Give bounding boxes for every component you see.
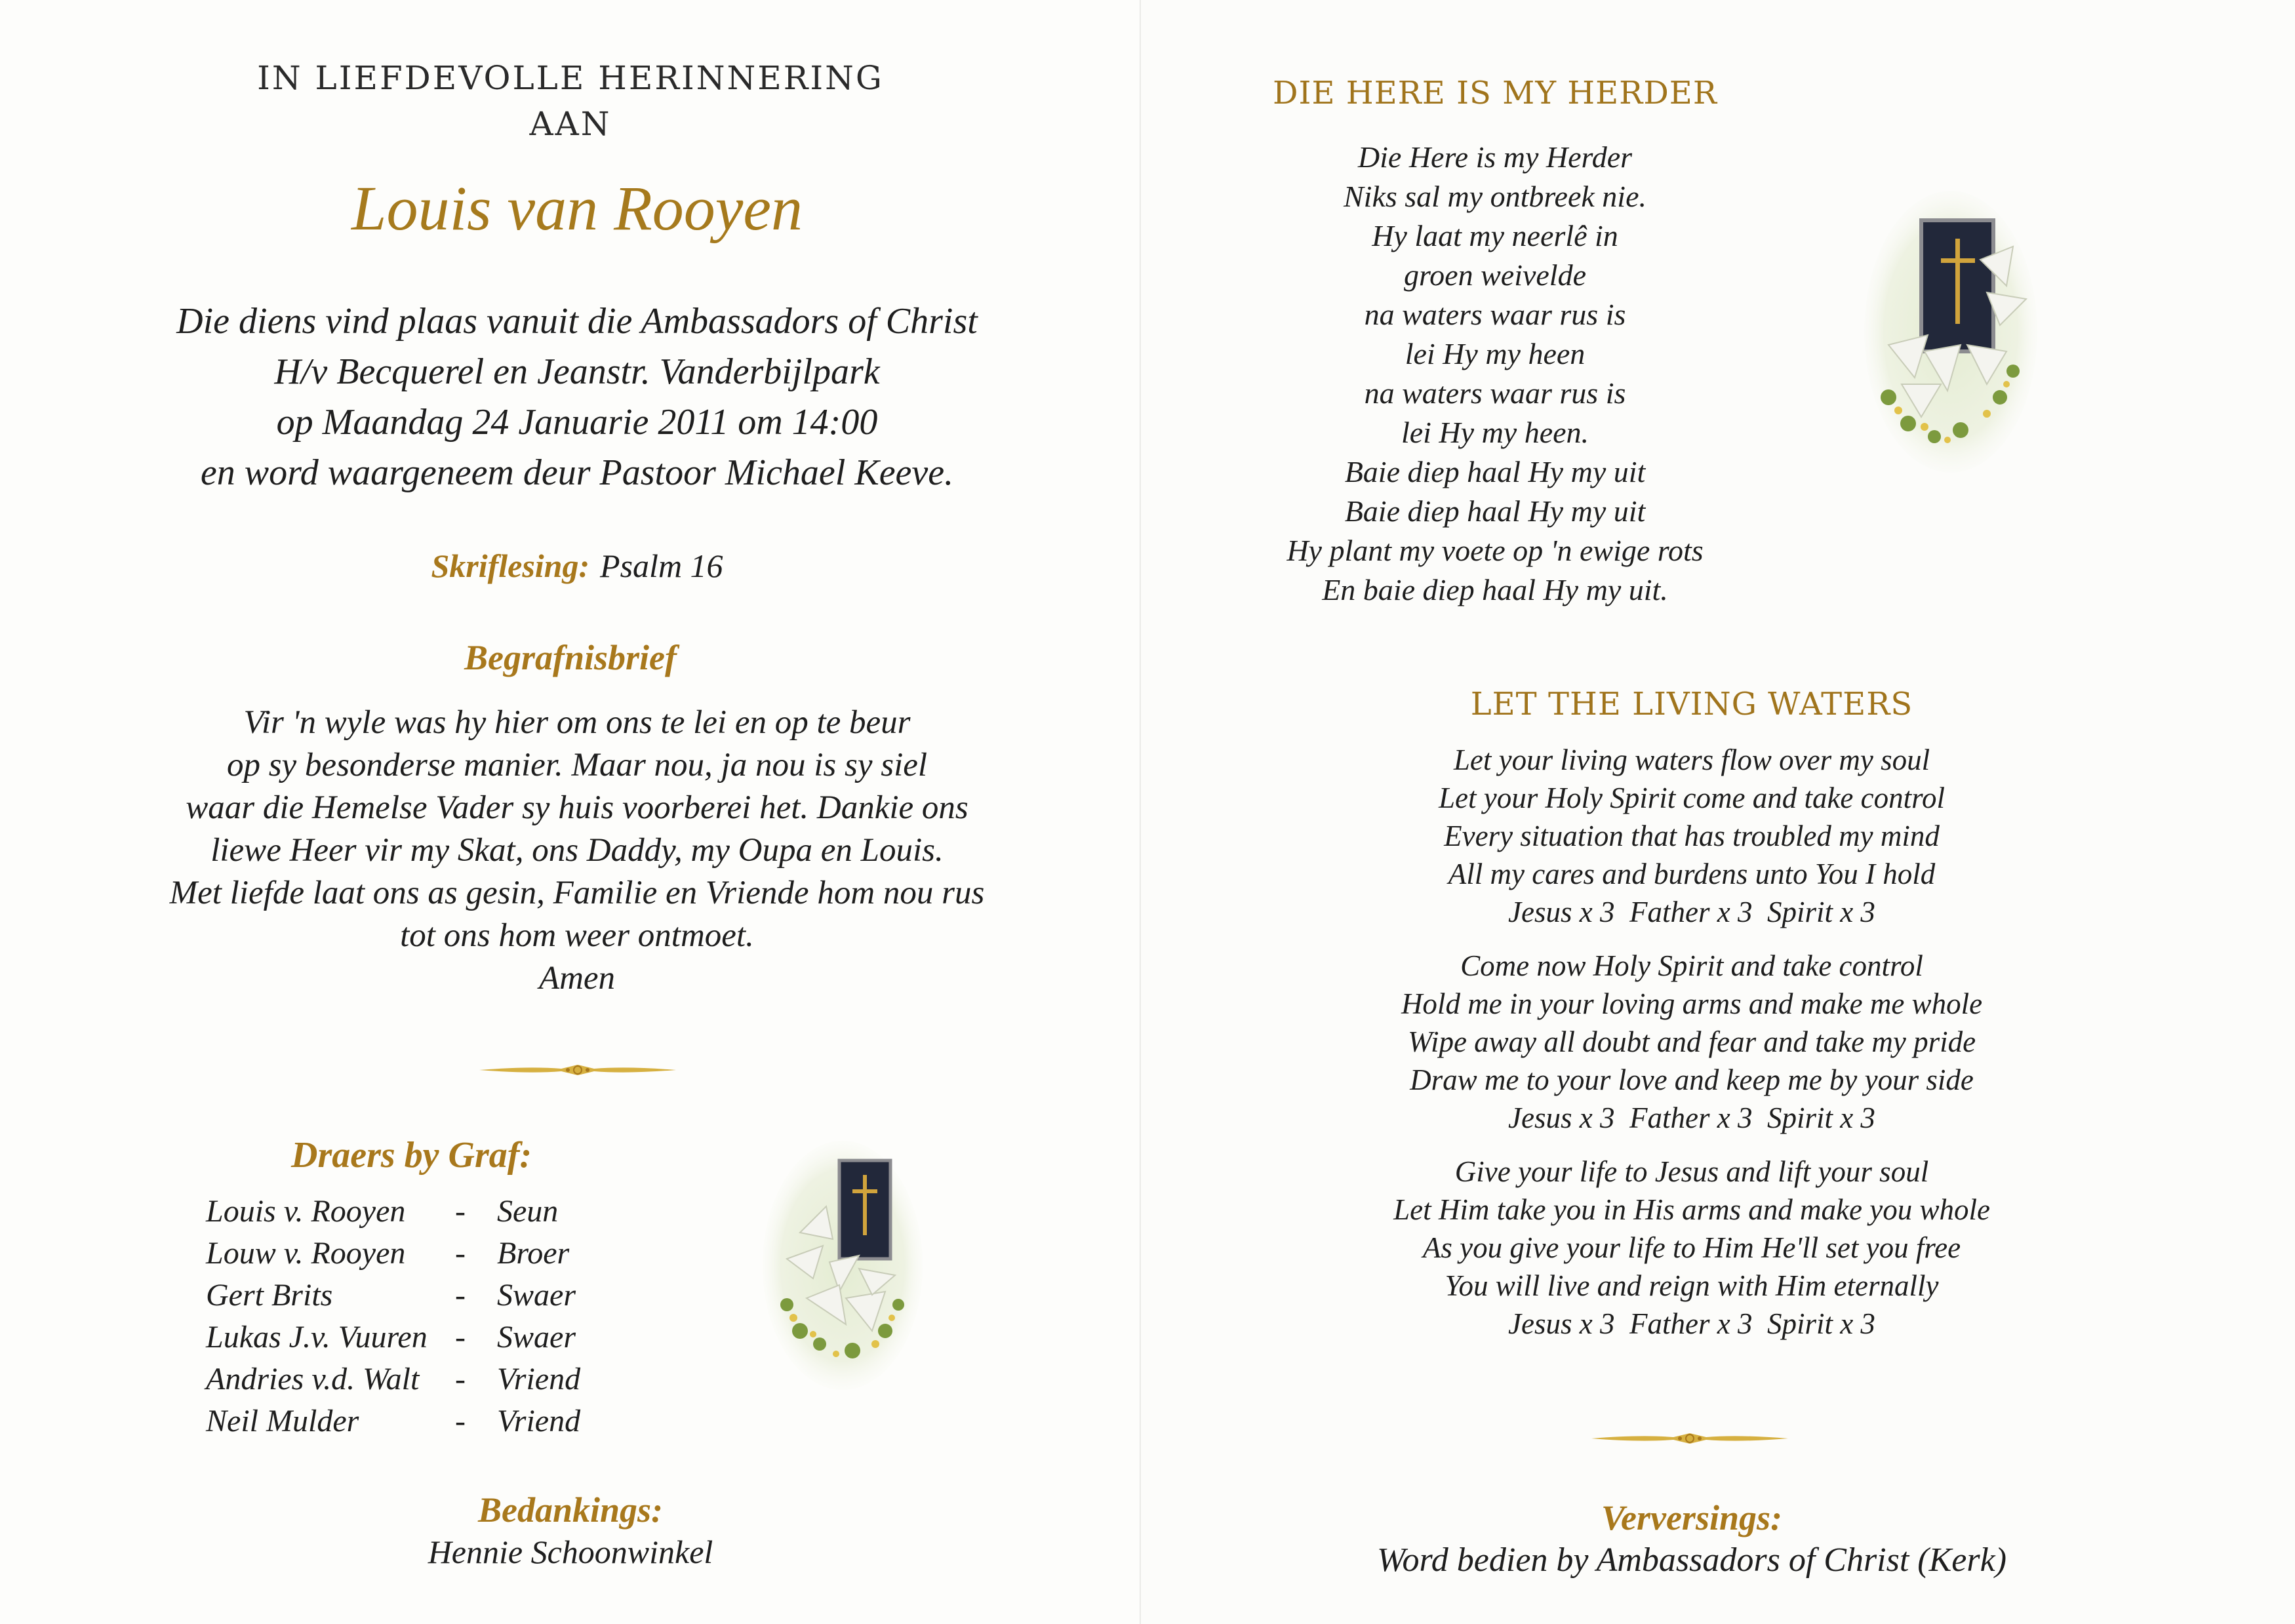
thanks-name: Hennie Schoonwinkel (428, 1534, 713, 1570)
left-page (0, 0, 1141, 1624)
psalm-line: na waters waar rus is (1364, 376, 1626, 410)
psalm-line: groen weivelde (1403, 258, 1587, 292)
bearer-dash: - (455, 1194, 466, 1229)
letter-line: Amen (538, 960, 616, 997)
scripture-reading (0, 547, 1154, 585)
bearer-name: Gert Brits (206, 1278, 333, 1313)
heading-line-1: IN LIEFDEVOLLE HERINNERING (257, 59, 884, 97)
psalm-title: DIE HERE IS MY HERDER (1273, 75, 1717, 111)
bearer-name: Lukas J.v. Vuuren (206, 1320, 428, 1355)
lyric-line: Wipe away all doubt and fear and take my pride (1407, 1025, 1976, 1058)
gold-ornament-divider (476, 1058, 679, 1082)
bearer-role: Swaer (497, 1278, 576, 1313)
bearer-dash: - (455, 1278, 466, 1313)
lyric-line: Jesus x 3 Father x 3 Spirit x 3 (1508, 1307, 1875, 1340)
bearer-name: Louw v. Rooyen (206, 1236, 406, 1271)
psalm-line: Die Here is my Herder (1357, 140, 1633, 174)
bearer-dash: - (455, 1404, 466, 1438)
lyric-line: Let your living waters flow over my soul (1453, 743, 1930, 776)
letter-line: tot ons hom weer ontmoet. (400, 917, 754, 954)
bearer-role: Vriend (497, 1404, 581, 1438)
memorial-heading (0, 55, 1141, 147)
cross-lily-image (761, 1134, 925, 1390)
bearer-name: Louis v. Rooyen (206, 1194, 406, 1229)
service-line: Die diens vind plaas vanuit die Ambassadors of Christ (176, 301, 978, 342)
service-line: H/v Becquerel en Jeanstr. Vanderbijlpark (274, 351, 880, 392)
letter-title: Begrafnisbrief (464, 638, 677, 677)
bearer-role: Seun (497, 1194, 559, 1229)
song-verse (1364, 741, 2020, 931)
reading-value: Psalm 16 (600, 547, 723, 584)
refresh-title: Verversings: (1601, 1498, 1782, 1537)
lyric-line: All my cares and burdens unto You I hold (1448, 858, 1936, 890)
bearer-dash: - (455, 1320, 466, 1355)
psalm-line: Hy laat my neerlê in (1372, 219, 1618, 252)
psalm-line: En baie diep haal Hy my uit. (1322, 573, 1668, 606)
service-line: en word waargeneem deur Pastoor Michael Keeve. (200, 452, 954, 493)
psalm-text (1141, 138, 1849, 610)
lyric-line: Give your life to Jesus and lift your soul (1454, 1155, 1929, 1188)
letter-line: Met liefde laat ons as gesin, Familie en Vriende hom nou rus (169, 875, 985, 911)
psalm-line: Niks sal my ontbreek nie. (1343, 180, 1647, 213)
service-line: op Maandag 24 Januarie 2011 om 14:00 (276, 402, 878, 443)
funeral-letter (0, 702, 1154, 1000)
song-title: LET THE LIVING WATERS (1470, 686, 1913, 723)
gold-ornament-divider (1588, 1427, 1791, 1450)
bearer-name: Neil Mulder (206, 1404, 359, 1438)
lyric-line: Jesus x 3 Father x 3 Spirit x 3 (1508, 1101, 1875, 1134)
bearer-role: Swaer (497, 1320, 576, 1355)
thanks-title: Bedankings: (477, 1490, 664, 1530)
bearer-role: Broer (497, 1236, 570, 1271)
lyric-line: Come now Holy Spirit and take control (1460, 949, 1923, 982)
letter-line: waar die Hemelse Vader sy huis voorberei het. Dankie ons (186, 789, 968, 826)
song-verse (1364, 947, 2020, 1137)
psalm-line: Baie diep haal Hy my uit (1344, 455, 1646, 488)
psalm-line: Baie diep haal Hy my uit (1344, 494, 1646, 528)
refresh-text: Word bedien by Ambassadors of Christ (Kerk) (1376, 1541, 2007, 1579)
bearers-title: Draers by Graf: (291, 1135, 532, 1176)
song-verse (1364, 1153, 2020, 1343)
song-lyrics (1364, 741, 2020, 1343)
bearer-dash: - (455, 1236, 466, 1271)
letter-line: liewe Heer vir my Skat, ons Daddy, my Oupa en Louis. (210, 832, 944, 869)
lyric-line: As you give your life to Him He'll set you free (1422, 1231, 1961, 1264)
lyric-line: Hold me in your loving arms and make me whole (1401, 987, 1983, 1020)
cross-lily-image (1862, 188, 2039, 476)
bearer-name: Andries v.d. Walt (206, 1362, 420, 1396)
lyric-line: Let your Holy Spirit come and take control (1439, 782, 1945, 814)
lyric-line: Every situation that has troubled my mind (1444, 820, 1940, 852)
deceased-name: Louis van Rooyen (351, 173, 803, 243)
psalm-line: Hy plant my voete op 'n ewige rots (1287, 534, 1704, 567)
bearer-dash: - (455, 1362, 466, 1396)
bearer-role: Vriend (497, 1362, 581, 1396)
lyric-line: Jesus x 3 Father x 3 Spirit x 3 (1508, 896, 1875, 928)
psalm-line: lei Hy my heen. (1401, 416, 1589, 449)
service-details (0, 296, 1154, 498)
lyric-line: You will live and reign with Him eternally (1445, 1269, 1939, 1302)
psalm-line: na waters waar rus is (1364, 298, 1626, 331)
psalm-line: lei Hy my heen (1405, 337, 1586, 370)
letter-line: Vir 'n wyle was hy hier om ons te lei en op te beur (243, 704, 911, 741)
right-page (1141, 0, 2295, 1624)
lyric-line: Draw me to your love and keep me by your side (1410, 1063, 1974, 1096)
reading-label: Skriflesing: (431, 547, 590, 584)
letter-line: op sy besonderse manier. Maar nou, ja nou is sy siel (226, 747, 928, 783)
lyric-line: Let Him take you in His arms and make you whole (1393, 1193, 1990, 1226)
heading-line-2: AAN (529, 105, 612, 143)
